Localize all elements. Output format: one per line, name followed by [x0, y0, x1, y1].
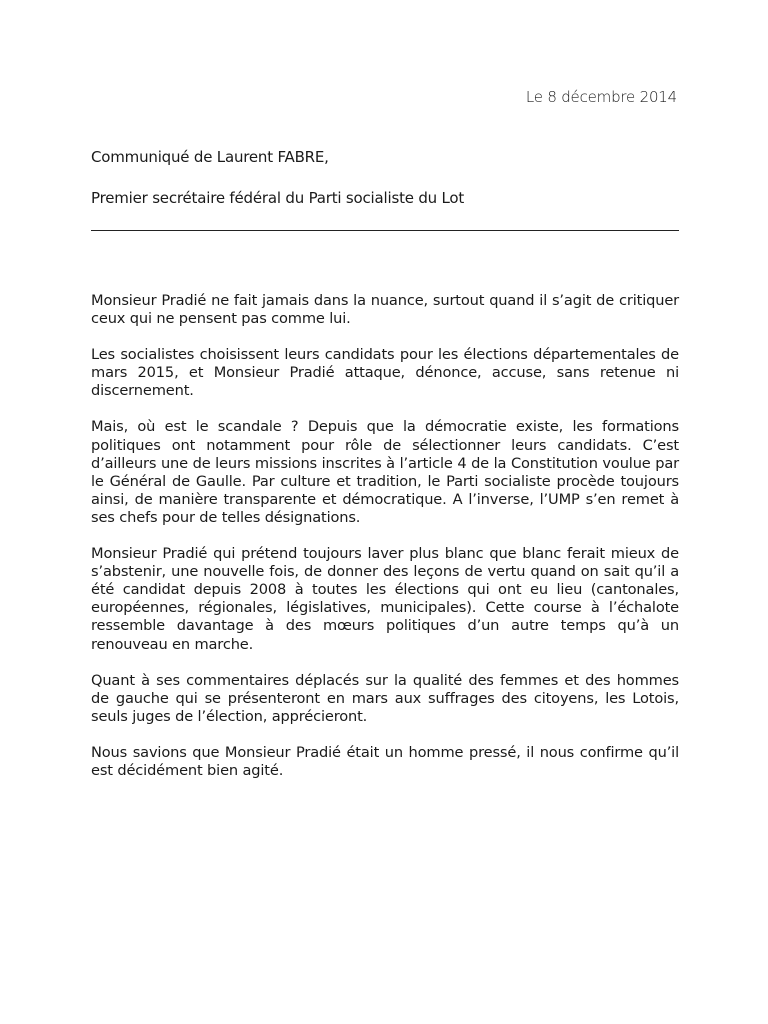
- body-paragraph: Quant à ses commentaires déplacés sur la qualité des femmes et des hommes de gauche qui se présenteront en mars aux suffrages des citoyens, les Lotois, seuls juges de l’élection, apprécieront.: [91, 671, 679, 725]
- header-divider: [91, 230, 679, 231]
- body-paragraph: Mais, où est le scandale ? Depuis que la démocratie existe, les formations politiques ont notamment pour rôle de sélectionner leurs candidats. C’est d’ailleurs une de leurs missions inscrites à l’article 4 de la Constitution voulue par le Général de Gaulle. Par culture et tradition, le Parti socialiste procède toujours ainsi, de manière transparente et démocratique. A l’inverse, l’UMP s’en remet à ses chefs pour de telles désignations.: [91, 418, 679, 526]
- communique-author: Communiqué de Laurent FABRE,: [91, 148, 329, 166]
- body-paragraph: Les socialistes choisissent leurs candidats pour les élections départementales de mars 2015, et Monsieur Pradié attaque, dénonce, accuse, sans retenue ni discernement.: [91, 346, 679, 400]
- body-paragraph: Monsieur Pradié ne fait jamais dans la nuance, surtout quand il s’agit de critiquer ceux qui ne pensent pas comme lui.: [91, 292, 679, 328]
- body-paragraph: Nous savions que Monsieur Pradié était un homme pressé, il nous confirme qu’il est décidément bien agité.: [91, 743, 679, 779]
- letter-body: [91, 292, 679, 798]
- letter-date: Le 8 décembre 2014: [525, 88, 677, 106]
- author-title: Premier secrétaire fédéral du Parti socialiste du Lot: [91, 189, 465, 207]
- body-paragraph: Monsieur Pradié qui prétend toujours laver plus blanc que blanc ferait mieux de s’abstenir, une nouvelle fois, de donner des leçons de vertu quand on sait qu’il a été candidat depuis 2008 à toutes les élections qui ont eu lieu (cantonales, européennes, régionales, législatives, municipales). Cette course à l’échalote ressemble davantage à des mœurs politiques d’un autre temps qu’à un renouveau en marche.: [91, 545, 679, 653]
